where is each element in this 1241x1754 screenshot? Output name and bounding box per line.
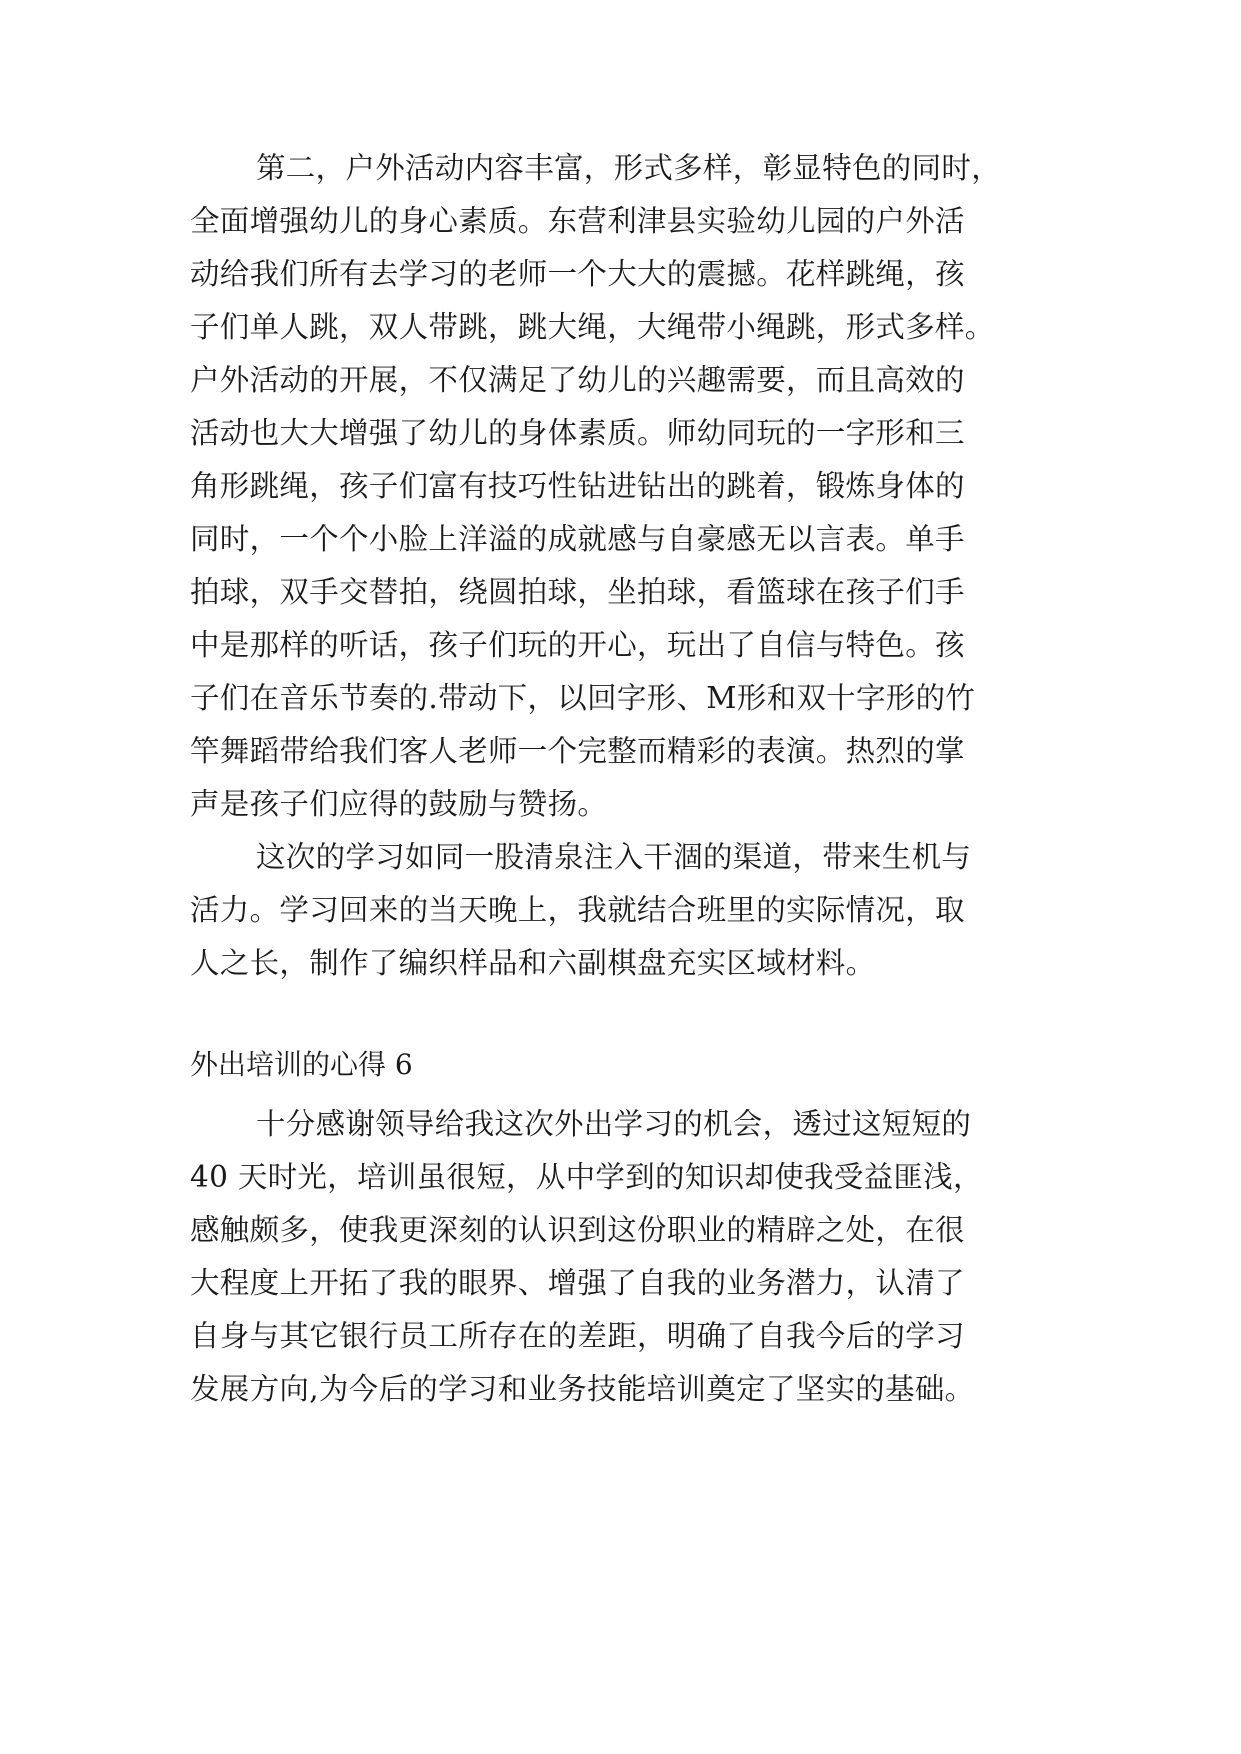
section-heading: 外出培训的心得 6 (190, 1048, 413, 1081)
paragraph-line: 大程度上开拓了我的眼界、增强了自我的业务潜力，认清了 (190, 1266, 965, 1300)
paragraph-line: 活动也大大增强了幼儿的身体素质。师幼同玩的一字形和三 (190, 416, 965, 450)
paragraph-line: 感触颇多，使我更深刻的认识到这份职业的精辟之处，在很 (190, 1213, 965, 1247)
paragraph-line: 声是孩子们应得的鼓励与赞扬。 (190, 787, 608, 821)
paragraph-line: 拍球，双手交替拍，绕圆拍球，坐拍球，看篮球在孩子们手 (190, 575, 965, 609)
paragraph-line: 中是那样的听话，孩子们玩的开心，玩出了自信与特色。孩 (190, 628, 965, 662)
paragraph-line: 人之长，制作了编织样品和六副棋盘充实区域材料。 (190, 946, 876, 980)
paragraph-line: 发展方向,为今后的学习和业务技能培训奠定了坚实的基础。 (190, 1372, 975, 1406)
paragraph-line: 这次的学习如同一股清泉注入干涸的渠道，带来生机与 (256, 840, 972, 874)
paragraph-line: 户外活动的开展，不仅满足了幼儿的兴趣需要，而且高效的 (190, 363, 965, 397)
paragraph-line: 第二，户外活动内容丰富，形式多样，彰显特色的同时， (256, 151, 1002, 185)
paragraph-line: 同时，一个个小脸上洋溢的成就感与自豪感无以言表。单手 (190, 522, 965, 556)
paragraph-line: 子们在音乐节奏的.带动下，以回字形、M形和双十字形的竹 (190, 681, 976, 715)
paragraph-line: 十分感谢领导给我这次外出学习的机会，透过这短短的 (256, 1107, 972, 1141)
paragraph-line: 竿舞蹈带给我们客人老师一个完整而精彩的表演。热烈的掌 (190, 734, 965, 768)
paragraph-line: 子们单人跳，双人带跳，跳大绳，大绳带小绳跳，形式多样。 (190, 310, 995, 344)
paragraph-line: 活力。学习回来的当天晚上，我就结合班里的实际情况，取 (190, 893, 965, 927)
paragraph-line: 动给我们所有去学习的老师一个大大的震撼。花样跳绳，孩 (190, 257, 965, 291)
paragraph-line: 40 天时光，培训虽很短，从中学到的知识却使我受益匪浅， (190, 1160, 983, 1194)
paragraph-line: 全面增强幼儿的身心素质。东营利津县实验幼儿园的户外活 (190, 204, 965, 238)
paragraph-line: 自身与其它银行员工所存在的差距，明确了自我今后的学习 (190, 1319, 965, 1353)
paragraph-line: 角形跳绳，孩子们富有技巧性钻进钻出的跳着，锻炼身体的 (190, 469, 965, 503)
